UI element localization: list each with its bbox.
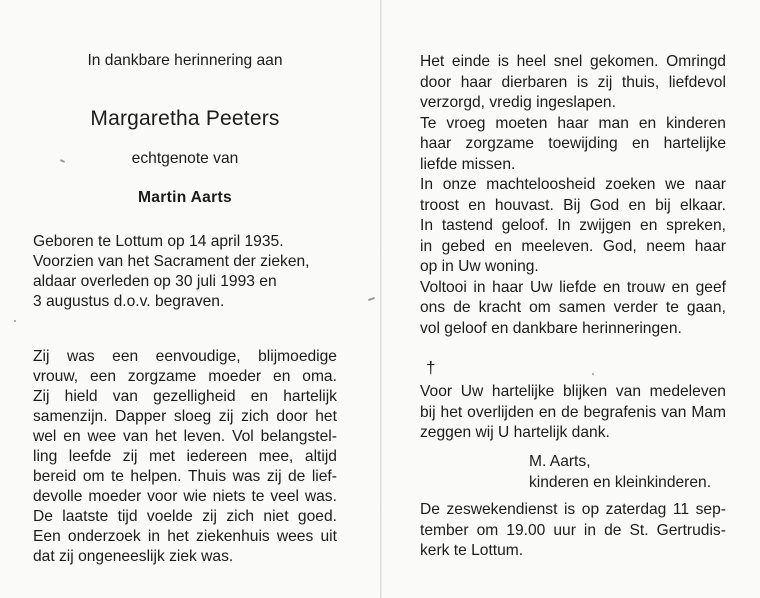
word: in — [420, 237, 433, 255]
print-speck — [368, 297, 375, 301]
signature-line: kinderen en kleinkinderen. — [529, 473, 712, 491]
word: heel — [516, 53, 547, 70]
word: en — [273, 368, 291, 385]
text-line — [420, 382, 726, 403]
word: vol geloof en dankbare herinneringen. — [420, 319, 682, 337]
word: en — [638, 114, 657, 132]
word: wee — [87, 428, 117, 445]
word: is — [563, 501, 576, 518]
word: Uw — [460, 383, 484, 400]
word: gebed — [441, 237, 486, 255]
word: moeder — [208, 368, 262, 385]
word: van — [123, 428, 149, 445]
text-line — [420, 216, 726, 237]
word: hartelijke — [491, 383, 555, 400]
word: door — [420, 73, 452, 91]
text-line — [33, 467, 337, 487]
word: van — [112, 388, 138, 405]
word: gaan, — [686, 299, 726, 316]
word: Omringd — [666, 53, 726, 70]
word: goed. — [297, 508, 337, 525]
word: zorgzame — [465, 135, 534, 152]
word: De — [33, 508, 53, 525]
word: mee, — [258, 448, 294, 465]
word: troost — [420, 196, 459, 214]
word: spreken, — [666, 217, 726, 234]
word: toewijding — [548, 135, 618, 152]
word: gezelligheid — [153, 388, 236, 405]
word: met — [149, 448, 176, 465]
word: het — [167, 528, 189, 545]
text-line — [420, 298, 726, 319]
word: de — [288, 468, 306, 485]
word: in — [147, 528, 161, 545]
word: te — [251, 488, 265, 505]
word: onderzoek — [67, 528, 141, 545]
word: helpen. — [130, 468, 182, 485]
word: het — [440, 403, 463, 421]
word: kracht — [478, 299, 522, 316]
text-line — [33, 407, 337, 427]
word: zoeken — [605, 176, 656, 193]
word: en — [468, 196, 486, 214]
word: eenvoudige, — [155, 348, 241, 365]
text-line — [420, 257, 726, 278]
bio-line: Voorzien van het Sacrament der zieken, — [33, 253, 310, 270]
word: niet — [263, 508, 289, 525]
word: kinderen — [666, 114, 726, 132]
word: hartelijk — [283, 388, 337, 405]
word: haar — [557, 114, 589, 132]
life-paragraph — [33, 347, 337, 567]
word: haar — [420, 135, 452, 152]
word: op in Uw woning. — [420, 258, 539, 275]
word: de — [453, 299, 471, 316]
word: bij — [420, 403, 436, 421]
text-line — [420, 52, 726, 73]
word: oma. — [302, 368, 337, 385]
word: thuis, — [621, 73, 660, 91]
word: op — [581, 501, 600, 518]
word: samenzijn. — [33, 408, 108, 425]
text-line — [33, 387, 337, 407]
word: tastend — [441, 217, 493, 234]
word: om — [529, 299, 551, 316]
word: gekomen. — [590, 53, 659, 70]
word: zich — [241, 408, 269, 425]
word: geef — [695, 278, 726, 296]
word: meeleven. — [521, 237, 594, 255]
word: wel — [33, 428, 57, 445]
word: laatste — [62, 508, 109, 525]
word: Een — [33, 528, 61, 545]
word: het — [155, 428, 177, 445]
word: in — [583, 521, 597, 539]
word: man — [598, 114, 629, 132]
spouse-label: echtgenote van — [131, 150, 239, 167]
word: dierbaren — [501, 73, 568, 91]
word: St. — [629, 521, 649, 539]
word: Mam — [691, 403, 726, 421]
text-line — [420, 319, 726, 340]
text-line — [420, 134, 726, 155]
text-line — [33, 447, 337, 467]
word: Thuis — [188, 468, 227, 485]
poem — [420, 52, 726, 339]
word: snel — [553, 53, 583, 70]
word: niets — [212, 488, 246, 505]
word: wie — [183, 488, 207, 505]
word: Het — [420, 53, 445, 70]
word: haar — [460, 73, 492, 91]
text-line — [33, 527, 337, 547]
word: hield — [64, 388, 98, 405]
word: naar — [694, 176, 726, 193]
cross-icon: † — [426, 358, 436, 377]
word: Voor — [420, 383, 453, 400]
word: machteloosheid — [486, 176, 596, 193]
text-line — [420, 155, 726, 176]
print-speck — [14, 320, 16, 322]
word: God — [589, 196, 620, 214]
word: zij — [202, 508, 217, 525]
word: overlijden — [467, 403, 534, 421]
word: wees — [276, 528, 314, 545]
word: verder — [613, 299, 658, 316]
word: In — [557, 217, 571, 234]
word: bij — [655, 196, 671, 214]
print-speck — [592, 373, 594, 375]
word: te — [110, 468, 124, 485]
word: en — [494, 237, 512, 255]
text-line — [420, 93, 726, 114]
word: 19.00 — [506, 521, 546, 539]
word: In — [420, 176, 434, 193]
word: houvast. — [494, 196, 554, 214]
word: In — [420, 217, 434, 234]
word: Zij — [33, 348, 50, 365]
word: was — [232, 468, 261, 485]
word: zij — [218, 408, 234, 425]
word: een — [112, 348, 139, 365]
word: de — [561, 403, 579, 421]
text-line — [33, 427, 337, 447]
word: en — [631, 135, 650, 152]
word: Voltooi — [420, 278, 467, 296]
word: om — [476, 521, 499, 539]
text-line — [420, 175, 726, 196]
word: begrafenis — [583, 403, 657, 421]
bio-line: 3 augustus d.o.v. begraven. — [33, 293, 225, 310]
text-line — [420, 196, 726, 217]
bio-line: aldaar overleden op 30 juli 1993 en — [33, 273, 277, 290]
word: in — [473, 278, 486, 296]
word: en — [63, 428, 81, 445]
word: sloeg — [173, 408, 212, 425]
text-line — [420, 278, 726, 299]
word: tember — [420, 521, 469, 539]
text-line — [33, 347, 337, 367]
word: Zij — [33, 388, 50, 405]
word: voor — [147, 488, 178, 505]
card-fold — [380, 0, 382, 598]
text-line — [420, 521, 726, 542]
word: te — [665, 299, 679, 316]
word: was. — [304, 488, 337, 505]
word: was — [66, 348, 95, 365]
text-line — [420, 237, 726, 258]
text-line — [33, 367, 337, 387]
text-line — [33, 547, 337, 567]
word: voelde — [146, 508, 193, 525]
word: vrouw, — [33, 368, 79, 385]
word: devolle — [33, 488, 83, 505]
word: zeggen wij U hartelijk dank. — [420, 424, 610, 441]
intro-text: In dankbare herinnering aan — [87, 52, 283, 69]
word: is — [497, 53, 509, 70]
word: 11 — [672, 501, 690, 518]
word: uit — [320, 528, 337, 545]
word: Uw — [529, 278, 553, 296]
word: sep- — [695, 501, 726, 518]
word: om — [82, 468, 105, 485]
word: iedereen — [186, 448, 248, 465]
word: God, — [602, 237, 637, 255]
word: en — [538, 403, 557, 421]
text-line — [420, 423, 726, 444]
word: en — [640, 217, 658, 234]
word: van — [661, 403, 687, 421]
word: liefde — [559, 278, 597, 296]
word: altijd — [304, 448, 337, 465]
word: einde — [451, 53, 491, 70]
word: samen — [558, 299, 606, 316]
word: bereid — [33, 468, 77, 485]
word: lief- — [311, 468, 337, 485]
spouse-name: Martin Aarts — [137, 189, 232, 206]
word: tijd — [117, 508, 138, 525]
text-line — [33, 507, 337, 527]
word: liefde missen. — [420, 155, 516, 173]
word: blijmoedige — [258, 348, 337, 365]
word: zij — [597, 73, 613, 91]
word: vroeg — [446, 114, 486, 132]
bio-line: Geboren te Lottum op 14 april 1935. — [33, 233, 284, 250]
text-line — [420, 403, 726, 424]
word: uur — [553, 521, 576, 539]
signature-line: M. Aarts, — [529, 453, 591, 470]
word: blijken — [562, 383, 608, 400]
word: haar — [492, 278, 524, 296]
word: het — [315, 408, 337, 425]
word: moeder — [88, 488, 142, 505]
text-line — [420, 73, 726, 94]
word: neem — [646, 237, 686, 255]
word: Dapper — [115, 408, 167, 425]
word: en — [602, 278, 621, 296]
word: zij — [266, 468, 282, 485]
word: elkaar. — [679, 196, 726, 214]
word: en — [671, 278, 690, 296]
word: zaterdag — [605, 501, 667, 518]
word: ling — [33, 448, 58, 465]
thanks-text — [420, 382, 726, 444]
word: Te — [420, 114, 437, 132]
word: zij — [122, 448, 138, 465]
word: van — [615, 383, 642, 400]
word: medeleven — [649, 383, 726, 400]
word: leven. — [183, 428, 226, 445]
word: geloof. — [501, 217, 549, 234]
text-line — [420, 114, 726, 135]
word: Vol — [232, 428, 254, 445]
word: en — [250, 388, 269, 405]
word: hartelijke — [663, 135, 726, 152]
word: zeswekendienst — [446, 501, 558, 518]
word: zwijgen — [579, 217, 632, 234]
word: zorgzame — [127, 368, 197, 385]
word: een — [89, 368, 116, 385]
word: door — [276, 408, 308, 425]
signature — [529, 452, 711, 493]
word: onze — [442, 176, 477, 193]
word: zich — [226, 508, 255, 525]
text-line — [420, 500, 726, 521]
word: trouw — [626, 278, 666, 296]
word: liefdevol — [668, 73, 726, 91]
biography — [33, 232, 310, 312]
service-announcement — [420, 500, 726, 562]
word: is — [576, 73, 589, 91]
word: en — [628, 196, 646, 214]
word: we — [665, 176, 686, 193]
word: leefde — [68, 448, 112, 465]
word: ziekenhuis — [196, 528, 270, 545]
word: dat zij ongeneeslijk ziek was. — [33, 548, 234, 565]
word: veel — [270, 488, 299, 505]
text-line — [420, 541, 726, 562]
word: Gertrudis- — [656, 521, 726, 539]
text-line — [33, 487, 337, 507]
word: moeten — [495, 114, 548, 132]
word: de — [604, 521, 622, 539]
word: belangstel- — [260, 428, 337, 445]
word: verzorgd, vredig ingeslapen. — [420, 94, 616, 111]
word: kerk te Lottum. — [420, 542, 524, 559]
word: De — [420, 501, 440, 518]
word: ons — [420, 299, 446, 316]
word: haar — [694, 237, 726, 255]
deceased-name: Margaretha Peeters — [90, 107, 280, 130]
word: Bij — [563, 196, 581, 214]
